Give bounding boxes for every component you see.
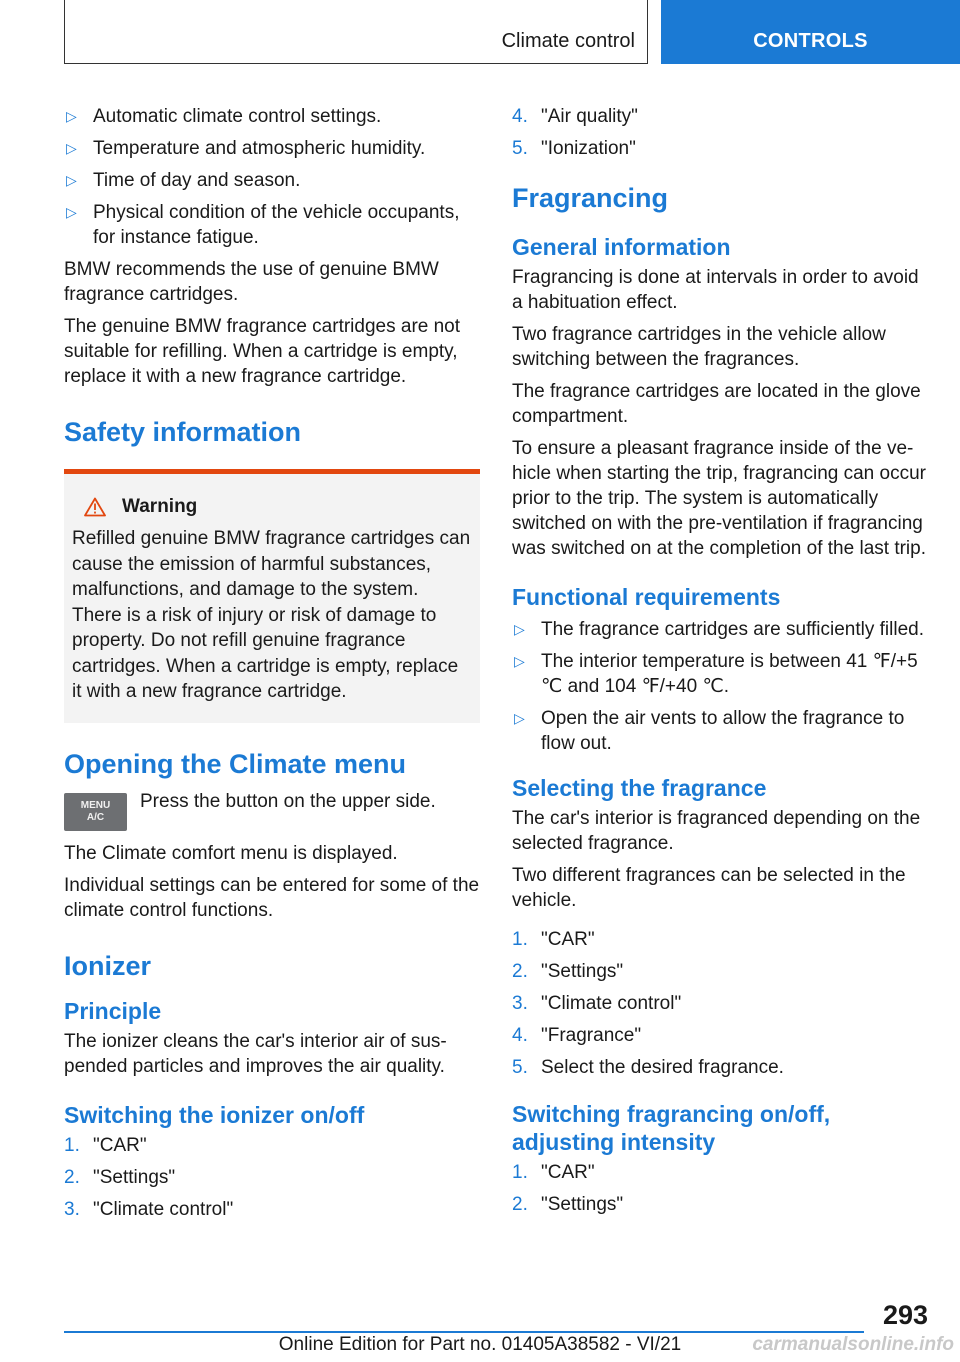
right-column xyxy=(512,104,932,1224)
list-item: 1. "CAR" xyxy=(512,929,595,950)
bullet-triangle-icon: ▷ xyxy=(66,172,77,188)
bullet-triangle-icon: ▷ xyxy=(514,621,525,637)
bullet-triangle-icon: ▷ xyxy=(66,140,77,156)
list-item: 3. "Climate control" xyxy=(512,993,682,1014)
climate-menu-heading: Opening the Climate menu xyxy=(64,748,407,779)
warning-header xyxy=(72,496,472,518)
list-item: ▷ Physical condition of the vehicle occupants, for instance fatigue. xyxy=(66,202,460,248)
list-item: 4. "Air quality" xyxy=(512,106,638,127)
menu-ac-button-icon: MENU A/C xyxy=(64,793,127,831)
menu-instruction-text: Press the button on the upper side. xyxy=(140,790,436,812)
select-fragrance-step-list xyxy=(512,927,932,1080)
page-number: 293 xyxy=(882,1300,928,1330)
list-item: 1. "CAR" xyxy=(512,1162,595,1183)
paragraph: The ionizer cleans the car's interior air of suspended particles and improves the air quality. xyxy=(64,1030,447,1077)
header-section-tab xyxy=(661,0,960,64)
ionizer-step-list xyxy=(64,1133,480,1222)
bullet-triangle-icon: ▷ xyxy=(66,108,77,124)
list-item: 5. "Ionization" xyxy=(512,138,636,159)
page-header-title: Climate control xyxy=(501,30,635,52)
list-item: ▷ Time of day and season. xyxy=(66,170,301,191)
switch-fragrancing-step-list xyxy=(512,1160,932,1217)
functional-requirements-heading: Functional requirements xyxy=(512,584,781,610)
list-item: ▷ Open the air vents to allow the fragrance to flow out. xyxy=(514,708,905,754)
general-information-heading: General information xyxy=(512,234,731,260)
list-item: 2. "Settings" xyxy=(512,1194,624,1215)
switch-ionizer-heading: Switching the ionizer on/off xyxy=(64,1101,365,1128)
list-item: 5. Select the desired fragrance. xyxy=(512,1057,784,1078)
paragraph: The fragrance cartridges are located in the glove compartment. xyxy=(512,381,921,427)
header-title-box xyxy=(64,0,648,64)
paragraph: Two fragrance cartridges in the vehicle allow switching between the fragrances. xyxy=(512,324,886,370)
bullet-triangle-icon: ▷ xyxy=(66,204,77,220)
bullet-triangle-icon: ▷ xyxy=(514,710,525,726)
factor-bullet-list xyxy=(64,104,480,250)
list-item: 3. "Climate control" xyxy=(64,1198,234,1220)
list-item: ▷ Automatic climate control settings. xyxy=(66,106,382,127)
left-column xyxy=(64,104,480,1229)
safety-information-heading: Safety information xyxy=(64,417,302,447)
list-item: 4. "Fragrance" xyxy=(512,1025,642,1046)
paragraph: Fragrancing is done at intervals in order to avoid a habituation effect. xyxy=(512,267,919,313)
warning-box xyxy=(64,469,480,723)
warning-triangle-icon xyxy=(84,497,106,517)
menu-instruction-row xyxy=(64,789,480,831)
footer-edition-text: Online Edition for Part no. 01405A38582 - VI/21 xyxy=(278,1334,682,1355)
ionizer-step-list-continued xyxy=(512,104,932,161)
warning-text: Refilled genuine BMW fragrance cartridges can cause the emission of harmful substances, malfunctions, and damage to the system. There is a risk of injury or risk of damage to property. Do not refill genuine fragrance cartridges. When a cartridge is empty, replace it with a new fragrance cartridge. xyxy=(72,528,471,702)
page-header-section: CONTROLS xyxy=(753,30,868,52)
requirements-bullet-list xyxy=(512,617,932,756)
paragraph: Individual settings can be entered for some of the climate control functions. xyxy=(64,874,480,921)
footer-divider xyxy=(64,1331,864,1333)
list-item: ▷ The interior temperature is between 41 ℉/+5 ℃ and 104 ℉/+40 ℃. xyxy=(514,651,918,697)
ionizer-heading: Ionizer xyxy=(64,950,152,981)
watermark: carmanualsonline.info xyxy=(752,1334,954,1355)
list-item: ▷ Temperature and atmospheric humidity. xyxy=(66,138,426,159)
switching-fragrancing-heading: Switching fragrancing on/off, adjusting intensity xyxy=(512,1101,831,1155)
paragraph: The car's interior is fragranced depending on the selected fragrance. xyxy=(512,808,921,854)
list-item: 2. "Settings" xyxy=(512,961,624,982)
fragrancing-heading: Fragrancing xyxy=(512,183,669,213)
paragraph: The genuine BMW fragrance cartridges are not suitable for refilling. When a cartridge is empty, replace it with a new fragrance cartridge. xyxy=(64,316,461,387)
principle-heading: Principle xyxy=(64,997,162,1024)
paragraph: BMW recommends the use of genuine BMW fragrance cartridges. xyxy=(64,259,439,305)
selecting-fragrance-heading: Selecting the fragrance xyxy=(512,775,767,801)
list-item: ▷ The fragrance cartridges are sufficiently filled. xyxy=(514,619,924,640)
paragraph: Two different fragrances can be selected in the vehicle. xyxy=(512,865,906,911)
warning-label: Warning xyxy=(122,496,198,517)
list-item: 2. "Settings" xyxy=(64,1166,176,1188)
list-item: 1. "CAR" xyxy=(64,1134,147,1156)
paragraph: To ensure a pleasant fragrance inside of the vehicle when starting the trip, fragrancing can occur prior to the trip. The system is automatically switched on with the pre-ventilation if fragrancing was switched on at the completion of the last trip. xyxy=(512,438,926,559)
paragraph: The Climate comfort menu is displayed. xyxy=(64,842,398,864)
bullet-triangle-icon: ▷ xyxy=(514,653,525,669)
